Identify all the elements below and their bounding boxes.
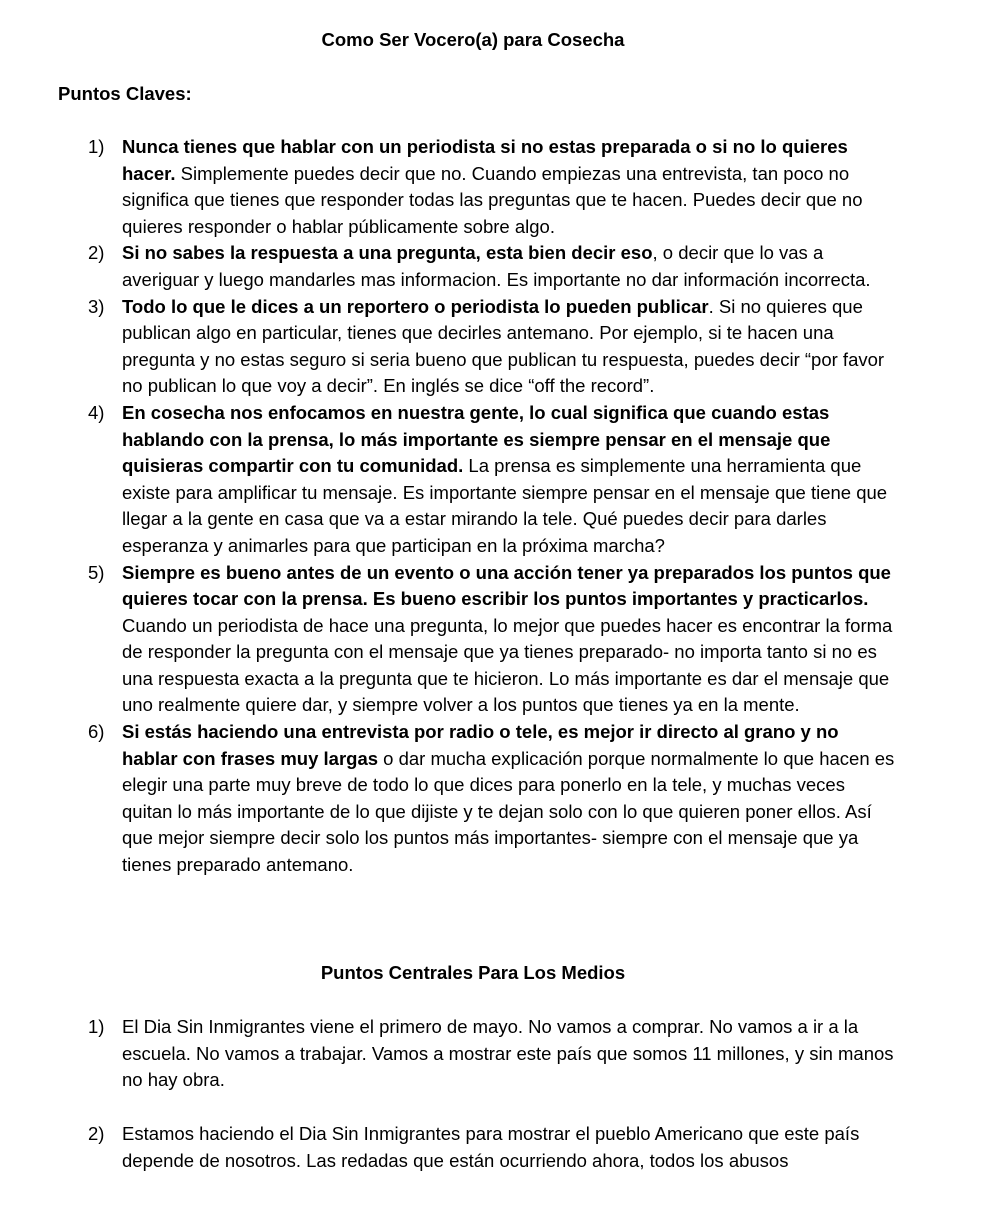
list-item-bold: Nunca tienes que hablar con un periodista si no estas preparada o si no lo quieres hacer. [122, 136, 848, 184]
list-number: 5) [88, 561, 105, 583]
list-item-text: El Dia Sin Inmigrantes viene el primero de mayo. No vamos a comprar. No vamos a ir a la escuela. No vamos a trabajar. Vamos a mostrar este país que somos 11 millones, y sin manos no hay obra. [122, 1016, 894, 1091]
list-item [0, 560, 994, 720]
list-item [0, 240, 994, 293]
media-points-heading: Puntos Centrales Para Los Medios [320, 962, 626, 983]
list-number: 6) [88, 721, 105, 743]
list-item-text: Cuando un periodista de hace una pregunta, lo mejor que puedes hacer es encontrar la forma de responder la pregunta con el mensaje que ya tienes preparado- no importa tanto si no es una respuesta exacta a la pregunta que te hicieron. Lo más importante es dar el mensaje que uno realmente quiere dar, y siempre volver a los puntos que tienes ya en la mente. [122, 614, 893, 716]
list-item-bold: Si no sabes la respuesta a una pregunta, esta bien decir eso [122, 242, 653, 264]
list-item [0, 719, 994, 879]
list-item-text: Simplemente puedes decir que no. Cuando empiezas una entrevista, tan poco no significa que tienes que responder todas las preguntas que te hacen. Puedes decir que no quieres responder o hablar públicamente sobre algo. [122, 162, 863, 237]
list-item-bold: Todo lo que le dices a un reportero o periodista lo pueden publicar [122, 295, 709, 317]
list-item-text: Estamos haciendo el Dia Sin Inmigrantes para mostrar el pueblo Americano que este país depende de nosotros. Las redadas que están ocurriendo ahora, todos los abusos [122, 1123, 860, 1171]
list-item [0, 1014, 994, 1094]
key-points-heading: Puntos Claves: [58, 83, 192, 104]
list-item-text: , o decir que lo vas a averiguar y luego mandarles mas informacion. Es importante no dar información incorrecta. [122, 242, 871, 290]
list-item [0, 294, 994, 400]
list-number: 1) [88, 136, 105, 157]
list-number: 2) [88, 1123, 105, 1144]
media-points-list-2 [0, 1121, 994, 1174]
list-item-bold: Si estás haciendo una entrevista por radio o tele, es mejor ir directo al grano y no hablar con frases muy largas [122, 721, 839, 769]
document-title: Como Ser Vocero(a) para Cosecha [321, 29, 625, 50]
list-item [0, 134, 994, 240]
list-number: 2) [88, 242, 105, 264]
list-item [0, 400, 994, 560]
list-item-text: o dar mucha explicación porque normalmente lo que hacen es elegir una parte muy breve de todo lo que dices para ponerlo en la tele, y muchas veces quitan lo más importante de lo que dijiste y te dejan solo con lo que quieren poner ellos. Así que mejor siempre decir solo los puntos más importantes- siempre con el mensaje que ya tienes preparado antemano. [122, 747, 895, 876]
list-number: 4) [88, 401, 105, 423]
list-item-bold: Siempre es bueno antes de un evento o una acción tener ya preparados los puntos que quieres tocar con la prensa. Es bueno escribir los puntos importantes y practicarlos. [122, 561, 891, 610]
media-points-list-1 [0, 1014, 994, 1094]
list-number: 3) [88, 295, 105, 317]
list-item-text: La prensa es simplemente una herramienta que existe para amplificar tu mensaje. Es importante siempre pensar en el mensaje que tiene que llegar a la gente en casa que va a estar mirando la tele. Qué puedes decir para darles esperanza y animarles para que participan en la próxima marcha? [122, 455, 888, 556]
list-item-bold: En cosecha nos enfocamos en nuestra gente, lo cual significa que cuando estas hablando con la prensa, lo más importante es siempre pensar en el mensaje que quisieras compartir con tu comunidad. [122, 401, 831, 477]
list-number: 1) [88, 1016, 105, 1037]
key-points-list [0, 134, 994, 879]
list-item-text: . Si no quieres que publican algo en particular, tienes que decirles antemano. Por ejemplo, si te hacen una pregunta y no estas seguro si seria bueno que publican tu respuesta, puedes decir “por favor no publican lo que voy a decir”. En inglés se dice “off the record”. [122, 295, 885, 397]
list-item [0, 1121, 994, 1174]
